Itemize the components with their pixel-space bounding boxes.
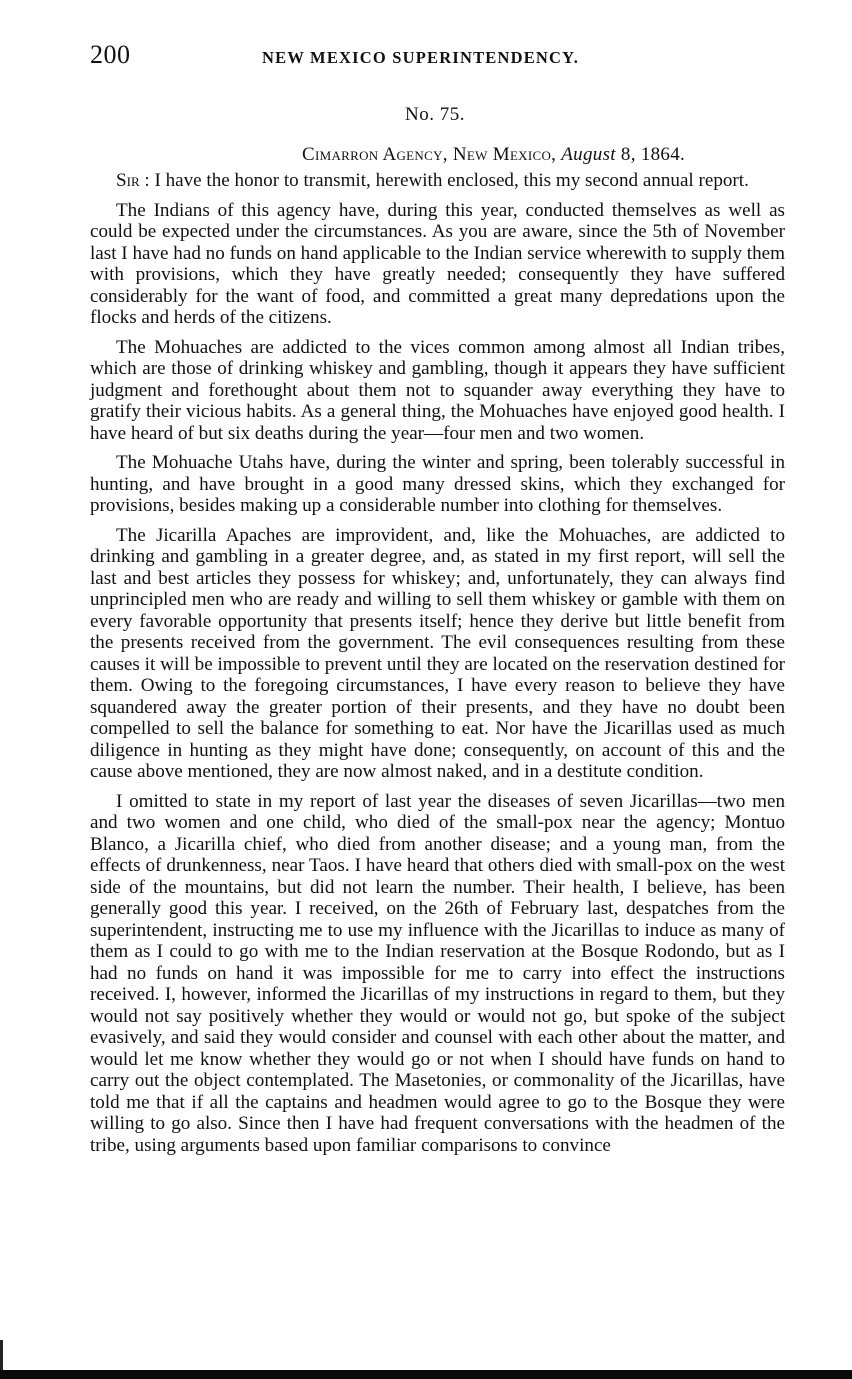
dateline	[302, 144, 685, 166]
salutation: Sir :	[116, 170, 150, 191]
running-title: NEW MEXICO SUPERINTENDENCY.	[262, 48, 580, 67]
running-header	[90, 40, 790, 76]
paragraph: The Mohuache Utahs have, during the winter and spring, been tolerably successful in hunting, and have brought in a good many dressed skins, which they exchanged for provisions, besides making up a considerable number into clothing for themselves.	[90, 452, 785, 516]
dateline-date: 8, 1864.	[615, 144, 686, 165]
scan-bottom-border	[0, 1370, 852, 1379]
paragraph-salutation	[90, 170, 785, 192]
paragraph: The Indians of this agency have, during this year, conducted themselves as well as could be expected under the circumstances. As you are aware, since the 5th of November last I have had no funds on hand applicable to the Indian service wherewith to supply them with provisions, which they have greatly needed; consequently they have suffered considerably for the want of food, and committed a great many depredations upon the flocks and herds of the citizens.	[90, 199, 785, 328]
letter-body	[90, 170, 785, 1164]
paragraph: The Jicarilla Apaches are improvident, and, like the Mohuaches, are addicted to drinking and gambling in a greater degree, and, as stated in my first report, will sell the last and best articles they possess for whiskey; and, unfortunately, they can always find unprincipled men who are ready and willing to sell them whiskey or gamble with them on every favorable opportunity that presents itself; hence they derive but little benefit from the presents received from the government. The evil consequences resulting from these causes it will be impossible to prevent until they are located on the reservation destined for them. Owing to the foregoing circumstances, I have every reason to believe they have squandered away the greater portion of their presents, and they have no doubt been compelled to sell the balance for something to eat. Nor have the Jicarillas used as much diligence in hunting as they might have done; consequently, on account of this and the cause above mentioned, they are now almost naked, and in a destitute condition.	[90, 524, 785, 782]
scan-edge	[0, 1340, 3, 1370]
paragraph: I omitted to state in my report of last year the diseases of seven Jicarillas—two men and two women and one child, who died of the small-pox near the agency; Montuo Blanco, a Jicarilla chief, who died from another disease; and a young man, from the effects of drunkenness, near Taos. I have heard that others died with small-pox on the west side of the mountains, but did not learn the number. Their health, I believe, has been generally good this year. I received, on the 26th of February last, despatches from the superintendent, instructing me to use my influence with the Jicarillas to induce as many of them as I could to go with me to the Indian reservation at the Bosque Rodondo, but as I had no funds on hand it was impossible for me to carry into effect the instructions received. I, however, informed the Jicarillas of my instructions in regard to them, but they would not say positively whether they would or would not go, but spoke of the subject evasively, and said they would consider and counsel with each other about the matter, and would let me know whether they would go or not when I should have funds on hand to carry out the object contemplated. The Masetonies, or commonality of the Jicarillas, have told me that if all the captains and headmen would agree to go to the Bosque they were willing to go also. Since then I have had frequent conversations with the headmen of the tribe, using arguments based upon familiar comparisons to convince	[90, 790, 785, 1156]
dateline-month: August	[561, 144, 616, 165]
paragraph-text: I have the honor to transmit, herewith enclosed, this my second annual report.	[149, 170, 749, 191]
document-number: No. 75.	[405, 104, 465, 125]
dateline-place: Cimarron Agency, New Mexico,	[302, 144, 557, 165]
page-number: 200	[90, 40, 131, 69]
paragraph: The Mohuaches are addicted to the vices common among almost all Indian tribes, which are those of drinking whiskey and gambling, though it appears they have sufficient judgment and forethought about them not to squander away everything they have to gratify their vicious habits. As a general thing, the Mohuaches have enjoyed good health. I have heard of but six deaths during the year—four men and two women.	[90, 336, 785, 444]
